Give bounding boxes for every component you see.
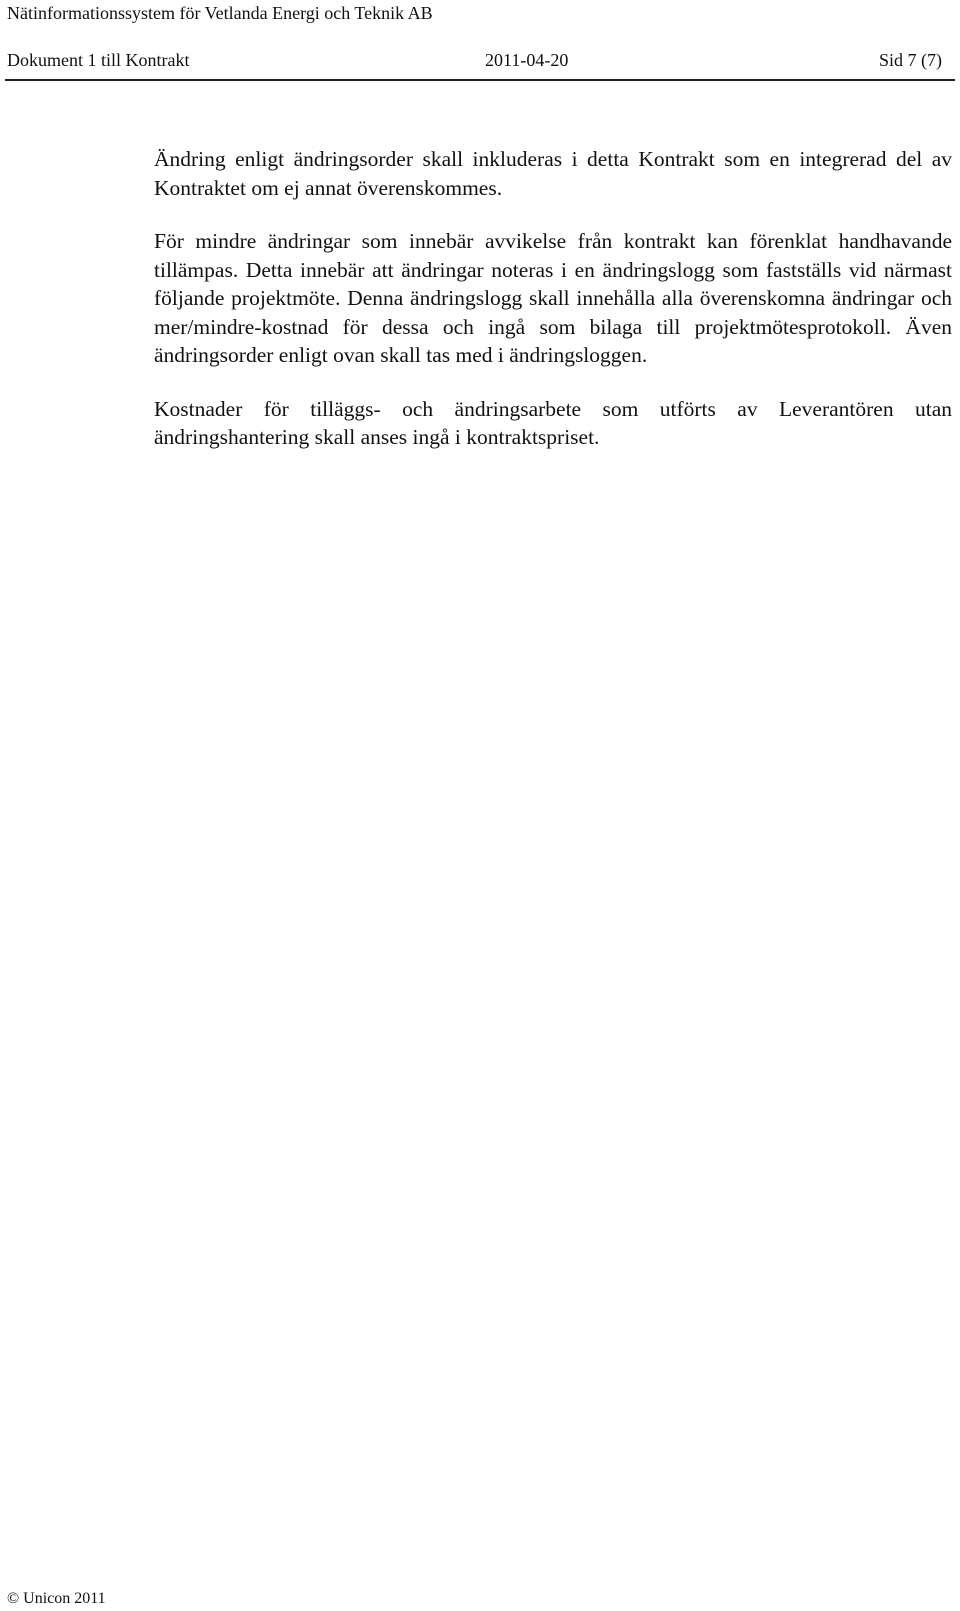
header-divider — [5, 79, 955, 81]
header-document-name: Dokument 1 till Kontrakt — [7, 50, 190, 70]
paragraph-costs: Kostnader för tilläggs- och ändringsarbete som utförts av Leverantören utan ändringshantering skall anses ingå i kontraktspriset. — [154, 396, 952, 449]
page-footer-copyright: © Unicon 2011 — [7, 1590, 106, 1607]
header-date: 2011-04-20 — [485, 50, 569, 70]
paragraph-change-order: Ändring enligt ändringsorder skall inkluderas i detta Kontrakt som en integrerad del av Kontraktet om ej annat överenskommes. — [154, 147, 952, 200]
page-header — [7, 49, 952, 73]
header-page-number: Sid 7 (7) — [879, 50, 942, 70]
paragraph-minor-changes: För mindre ändringar som innebär avvikelse från kontrakt kan förenklat handhavande tillämpas. Detta innebär att ändringar noteras i en ändringslogg som fastställs vid närmast följande projektmöte. Denna ändringslogg skall innehålla alla överenskomna ändringar och mer/mindre-kostnad för dessa och ingå som bilaga till projektmötesprotokoll. Även ändringsorder enligt ovan skall tas med i ändringsloggen. — [154, 229, 952, 367]
document-title: Nätinformationssystem för Vetlanda Energi och Teknik AB — [7, 3, 433, 23]
document-body — [154, 145, 952, 477]
